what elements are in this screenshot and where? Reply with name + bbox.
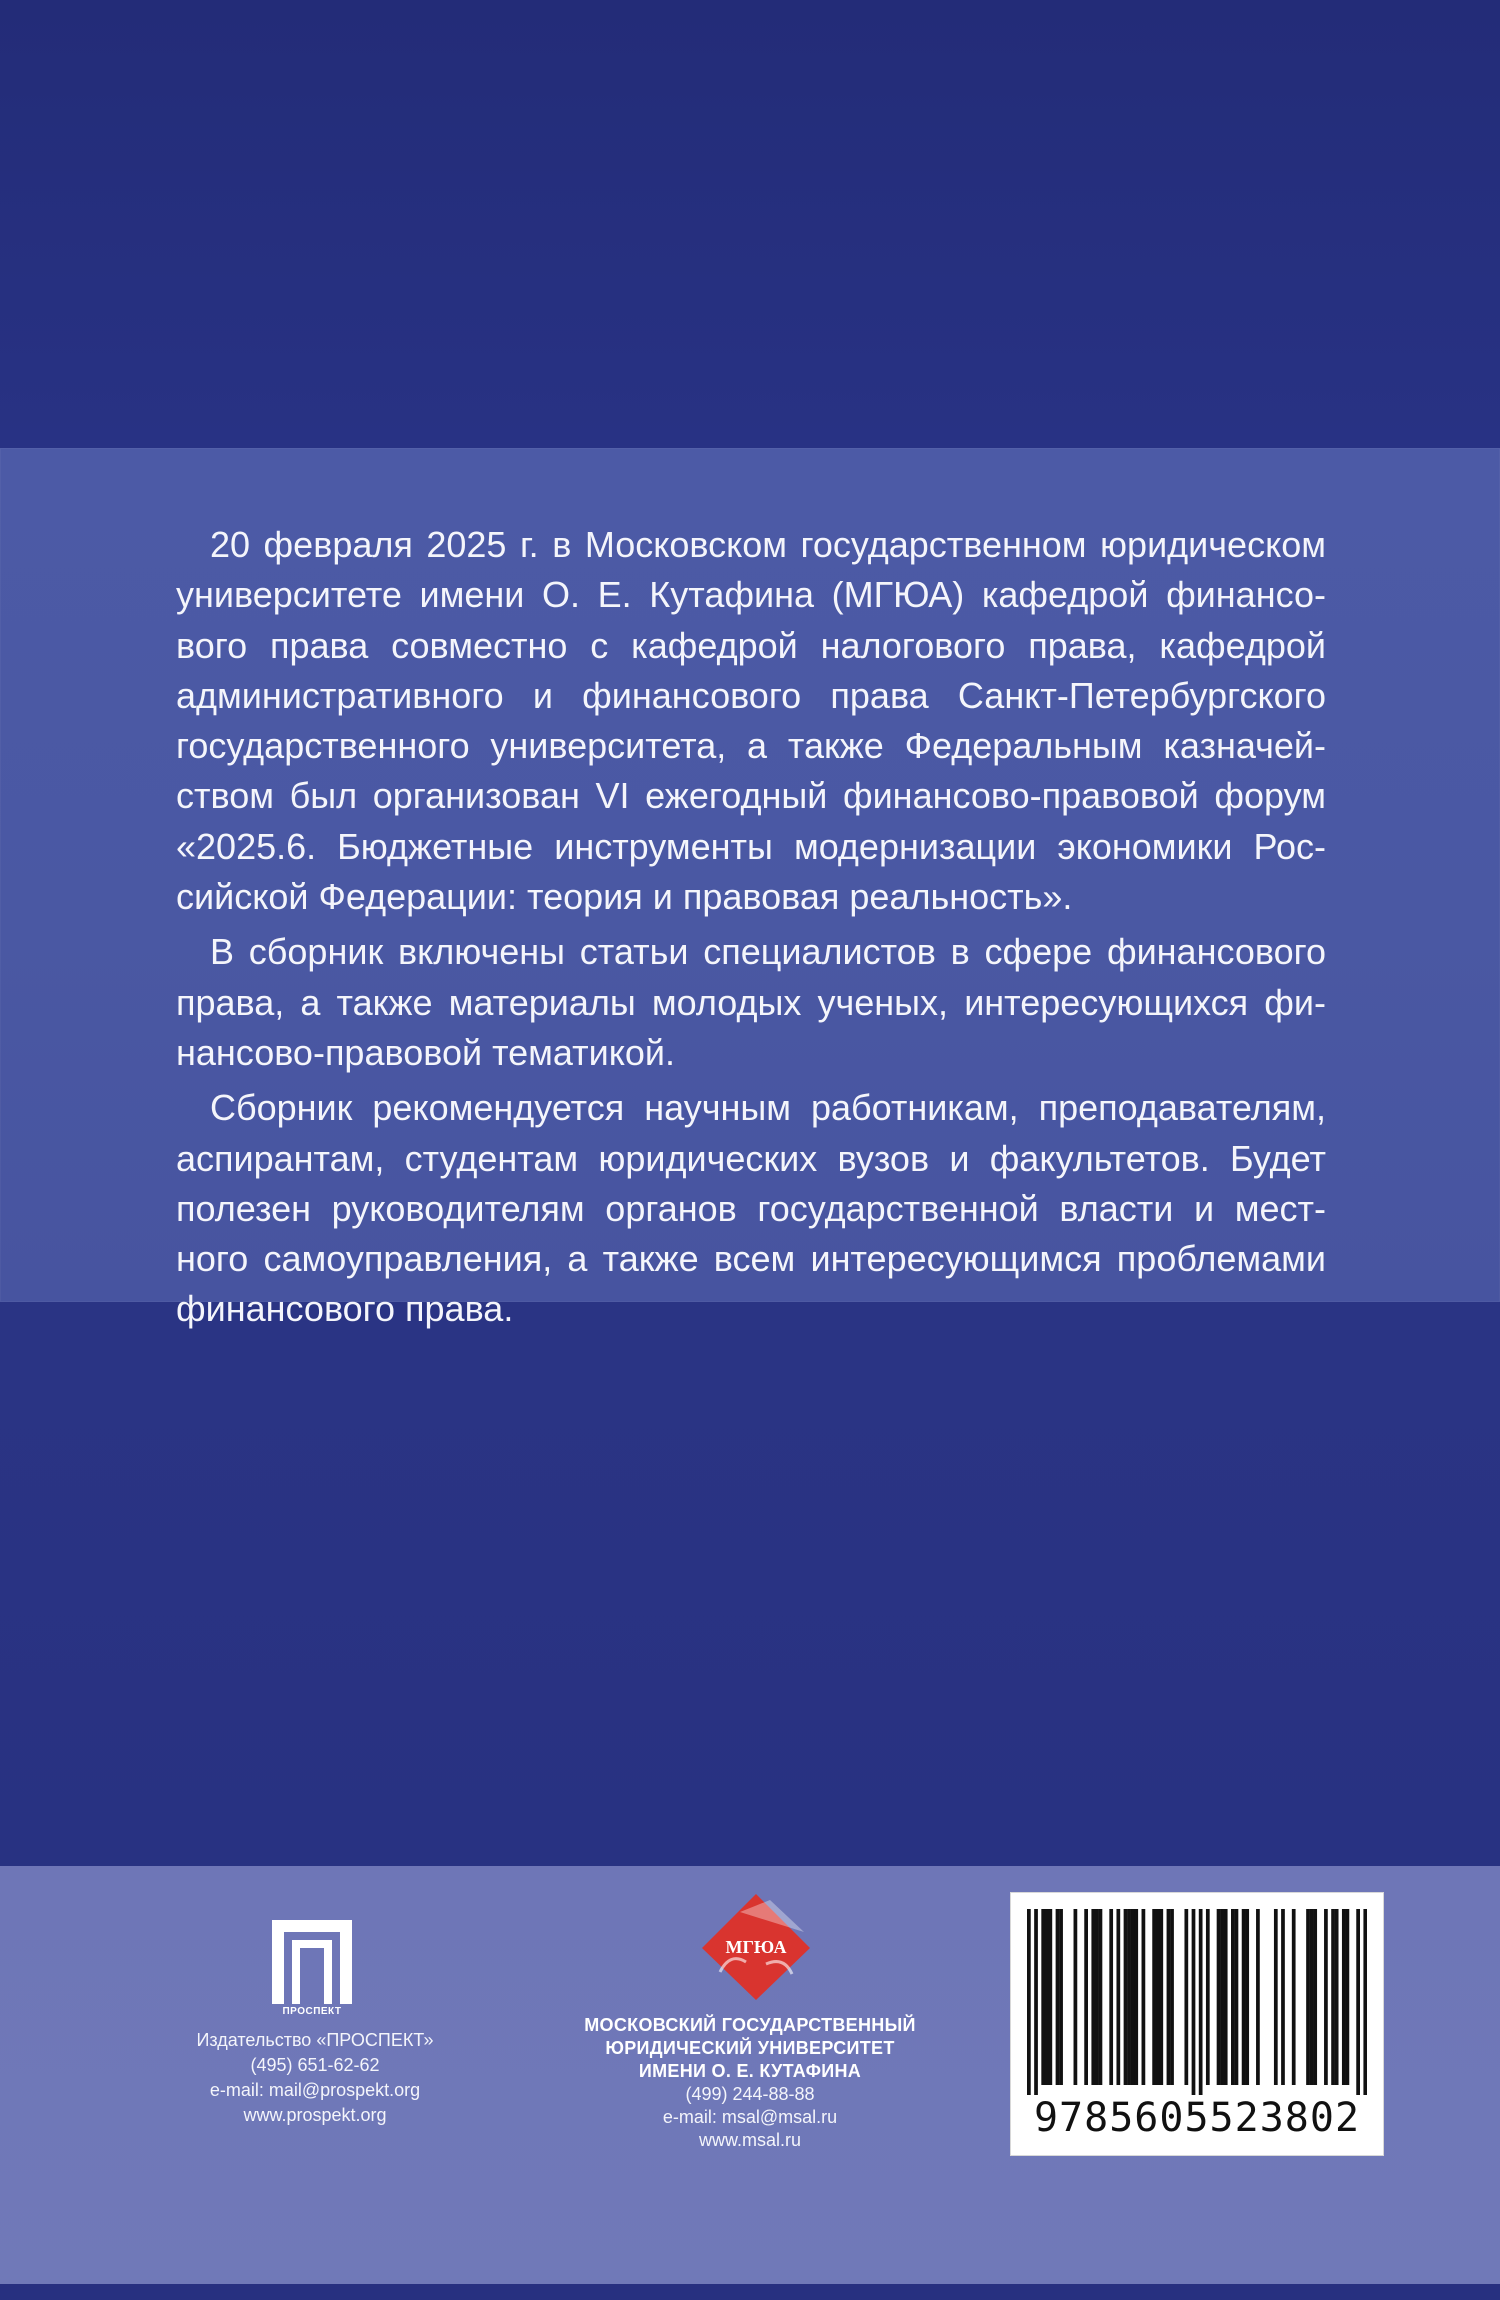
barcode-bar [1170,1909,1174,2085]
annotation-text [176,520,1326,1340]
msal-logo-label: МГЮА [725,1937,787,1957]
barcode-digits: 9785605523802 [1033,2095,1361,2141]
barcode-bar [1235,1909,1239,2085]
isbn-barcode [1010,1892,1384,2156]
barcode-bar [1242,1909,1246,2085]
barcode-bar [1059,1909,1063,2085]
barcode-bar [1346,1909,1350,2085]
university-name [560,2014,940,2083]
university-website: www.msal.ru [698,2130,801,2150]
barcode-bar [1116,1909,1120,2085]
barcode-bar [1109,1909,1113,2085]
barcode-bar [1199,1909,1203,2095]
barcode-bars [1027,1909,1367,2095]
barcode-bar [1159,1909,1163,2085]
barcode-bar [1027,1909,1031,2095]
barcode-bar [1167,1909,1171,2085]
barcode-bar [1048,1909,1052,2085]
university-name-line: ЮРИДИЧЕСКИЙ УНИВЕРСИТЕТ [605,2038,895,2058]
barcode-bar [1363,1909,1367,2095]
barcode-bar [1056,1909,1060,2085]
text-line: нансово-правовой тематикой. [176,1031,676,1073]
barcode-bar [1256,1909,1260,2085]
text-line: ного самоуправления, а также всем интересующимся проблемами [176,1238,1326,1280]
barcode-bar [1099,1909,1103,2085]
barcode-bar [1342,1909,1346,2085]
text-line: В сборник включены статьи специалистов в сфере финансового [210,931,1326,973]
barcode-bar [1034,1909,1038,2095]
university-phone: (499) 244-88-88 [685,2084,815,2104]
barcode-bar [1041,1909,1045,2085]
barcode-bar [1074,1909,1078,2085]
barcode-bar [1084,1909,1088,2085]
text-line: сийской Федерации: теория и правовая реальность». [176,876,1073,918]
publisher-email: e-mail: mail@prospekt.org [209,2080,421,2100]
text-line: аспирантам, студентам юридических вузов и факультетов. Будет [176,1137,1326,1179]
barcode-bar [1206,1909,1210,2085]
barcode-bar [1306,1909,1310,2085]
barcode-bar [1310,1909,1314,2085]
barcode-bar [1281,1909,1285,2085]
prospekt-logo-label: ПРОСПЕКТ [282,2006,342,2017]
university-contacts [560,2083,940,2152]
text-line: «2025.6. Бюджетные инструменты модернизации экономики Рос- [176,825,1326,867]
barcode-bar [1335,1909,1339,2085]
prospekt-logo-icon [270,1918,354,2018]
paragraph-1 [176,520,1326,922]
barcode-bar [1356,1909,1360,2095]
barcode-bar [1142,1909,1146,2085]
publisher-website: www.prospekt.org [243,2105,387,2125]
barcode-bar [1292,1909,1296,2085]
barcode-bar [1095,1909,1099,2085]
text-line: Сборник рекомендуется научным работникам, преподавателям, [210,1087,1326,1129]
barcode-bar [1224,1909,1228,2085]
publisher-contacts [150,2028,480,2128]
text-line: университете имени О. Е. Кутафина (МГЮА) кафедрой финансо- [176,574,1326,616]
barcode-bar [1045,1909,1049,2085]
barcode-bar [1124,1909,1128,2085]
publisher-name: Издательство «ПРОСПЕКТ» [196,2030,434,2050]
barcode-bar [1231,1909,1235,2085]
barcode-bar [1134,1909,1138,2085]
barcode-bar [1091,1909,1095,2085]
barcode-bar [1184,1909,1188,2085]
barcode-bar [1220,1909,1224,2085]
university-name-line: ИМЕНИ О. Е. КУТАФИНА [638,2061,862,2081]
text-line: ством был организован VI ежегодный финансово-правовой форум [176,775,1326,817]
cover-top-band [0,0,1500,448]
barcode-bar [1152,1909,1156,2085]
barcode-bar [1131,1909,1135,2085]
university-email: e-mail: msal@msal.ru [662,2107,838,2127]
paragraph-2 [176,927,1326,1078]
text-line: вого права совместно с кафедрой налогового права, кафедрой [176,624,1326,666]
barcode-bar [1156,1909,1160,2085]
publisher-phone: (495) 651-62-62 [250,2055,380,2075]
barcode-bar [1324,1909,1328,2085]
text-line: административного и финансового права Санкт-Петербургского [176,674,1326,716]
barcode-bar [1217,1909,1221,2085]
text-line: финансового права. [176,1288,514,1330]
text-line: права, а также материалы молодых ученых, интересующихся фи- [176,981,1326,1023]
barcode-bar [1274,1909,1278,2085]
barcode-bar [1245,1909,1249,2085]
paragraph-3 [176,1083,1326,1334]
msal-logo-icon [700,1892,812,2002]
barcode-bar [1331,1909,1335,2085]
barcode-bar [1192,1909,1196,2095]
university-name-line: МОСКОВСКИЙ ГОСУДАРСТВЕННЫЙ [584,2015,916,2035]
barcode-bar [1313,1909,1317,2085]
text-line: полезен руководителям органов государственной власти и мест- [176,1187,1326,1229]
barcode-bar [1127,1909,1131,2085]
text-line: 20 февраля 2025 г. в Московском государственном юридическом [210,524,1326,565]
text-line: государственного университета, а также Федеральным казначей- [176,725,1326,767]
